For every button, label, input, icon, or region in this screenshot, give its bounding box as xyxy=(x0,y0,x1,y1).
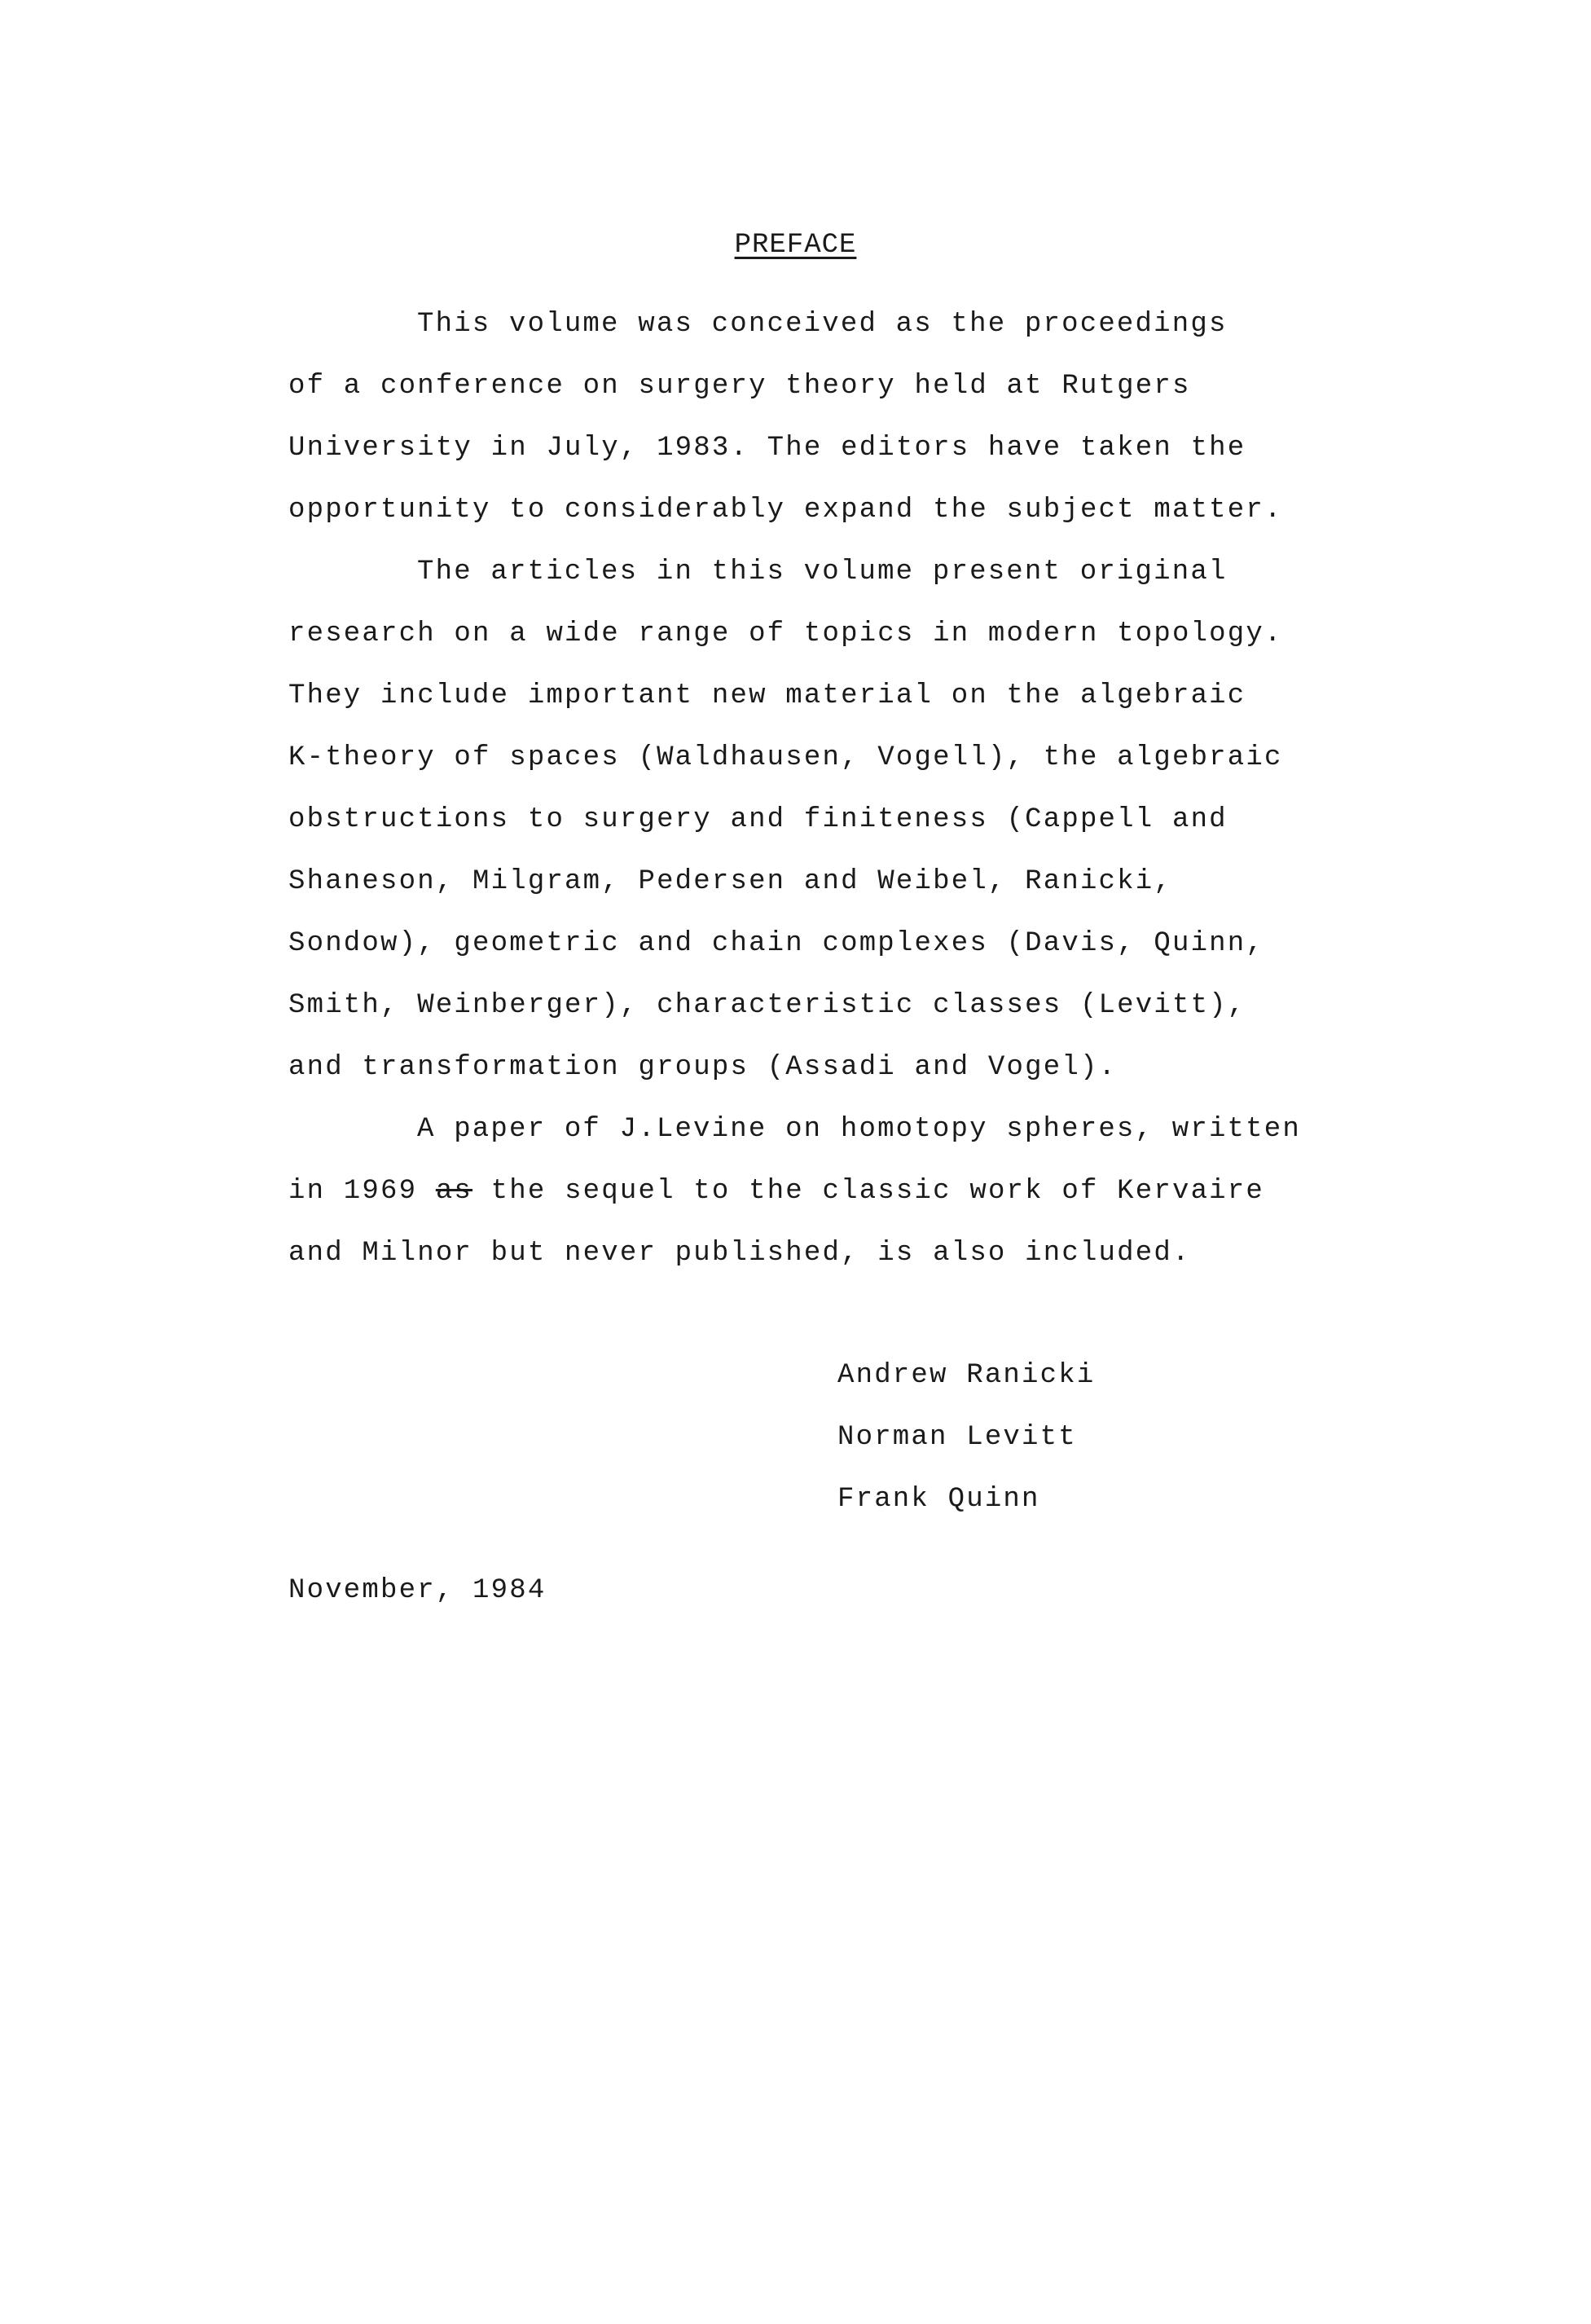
preface-date: November, 1984 xyxy=(288,1575,547,1606)
paragraph-3-line-2-end: the sequel to the classic work of Kervaire xyxy=(472,1176,1264,1207)
paragraph-2-line-1: The articles in this volume present original xyxy=(417,557,1228,588)
paragraph-2-line-9: and transformation groups (Assadi and Vogel). xyxy=(288,1052,1118,1083)
signatory-name: Norman Levitt xyxy=(837,1422,1077,1453)
paragraph-3-line-1: A paper of J.Levine on homotopy spheres, written xyxy=(417,1114,1301,1145)
paragraph-2-line-3: They include important new material on the algebraic xyxy=(288,680,1246,711)
paragraph-3-line-3: and Milnor but never published, is also included. xyxy=(288,1238,1191,1269)
page-title: PREFACE xyxy=(734,230,857,261)
paragraph-1-line-4: opportunity to considerably expand the subject matter. xyxy=(288,495,1283,526)
paragraph-2-line-8: Smith, Weinberger), characteristic classes (Levitt), xyxy=(288,990,1246,1021)
paragraph-1-line-2: of a conference on surgery theory held at Rutgers xyxy=(288,371,1191,402)
paragraph-2-line-7: Sondow), geometric and chain complexes (Davis, Quinn, xyxy=(288,928,1264,959)
paragraph-2-line-6: Shaneson, Milgram, Pedersen and Weibel, Ranicki, xyxy=(288,866,1172,897)
paragraph-2-line-4: K-theory of spaces (Waldhausen, Vogell), the algebraic xyxy=(288,742,1283,773)
paragraph-3-line-2-start: in 1969 xyxy=(288,1176,436,1207)
paragraph-2-line-2: research on a wide range of topics in modern topology. xyxy=(288,618,1283,649)
struck-word: as xyxy=(435,1176,473,1207)
signatory-name: Frank Quinn xyxy=(837,1484,1040,1515)
paragraph-1-line-1: This volume was conceived as the proceedings xyxy=(417,309,1228,340)
paragraph-3-line-2 xyxy=(288,1175,1264,1208)
paragraph-2-line-5: obstructions to surgery and finiteness (Cappell and xyxy=(288,804,1228,835)
paragraph-1-line-3: University in July, 1983. The editors have taken the xyxy=(288,433,1246,464)
signatory-name: Andrew Ranicki xyxy=(837,1360,1096,1391)
